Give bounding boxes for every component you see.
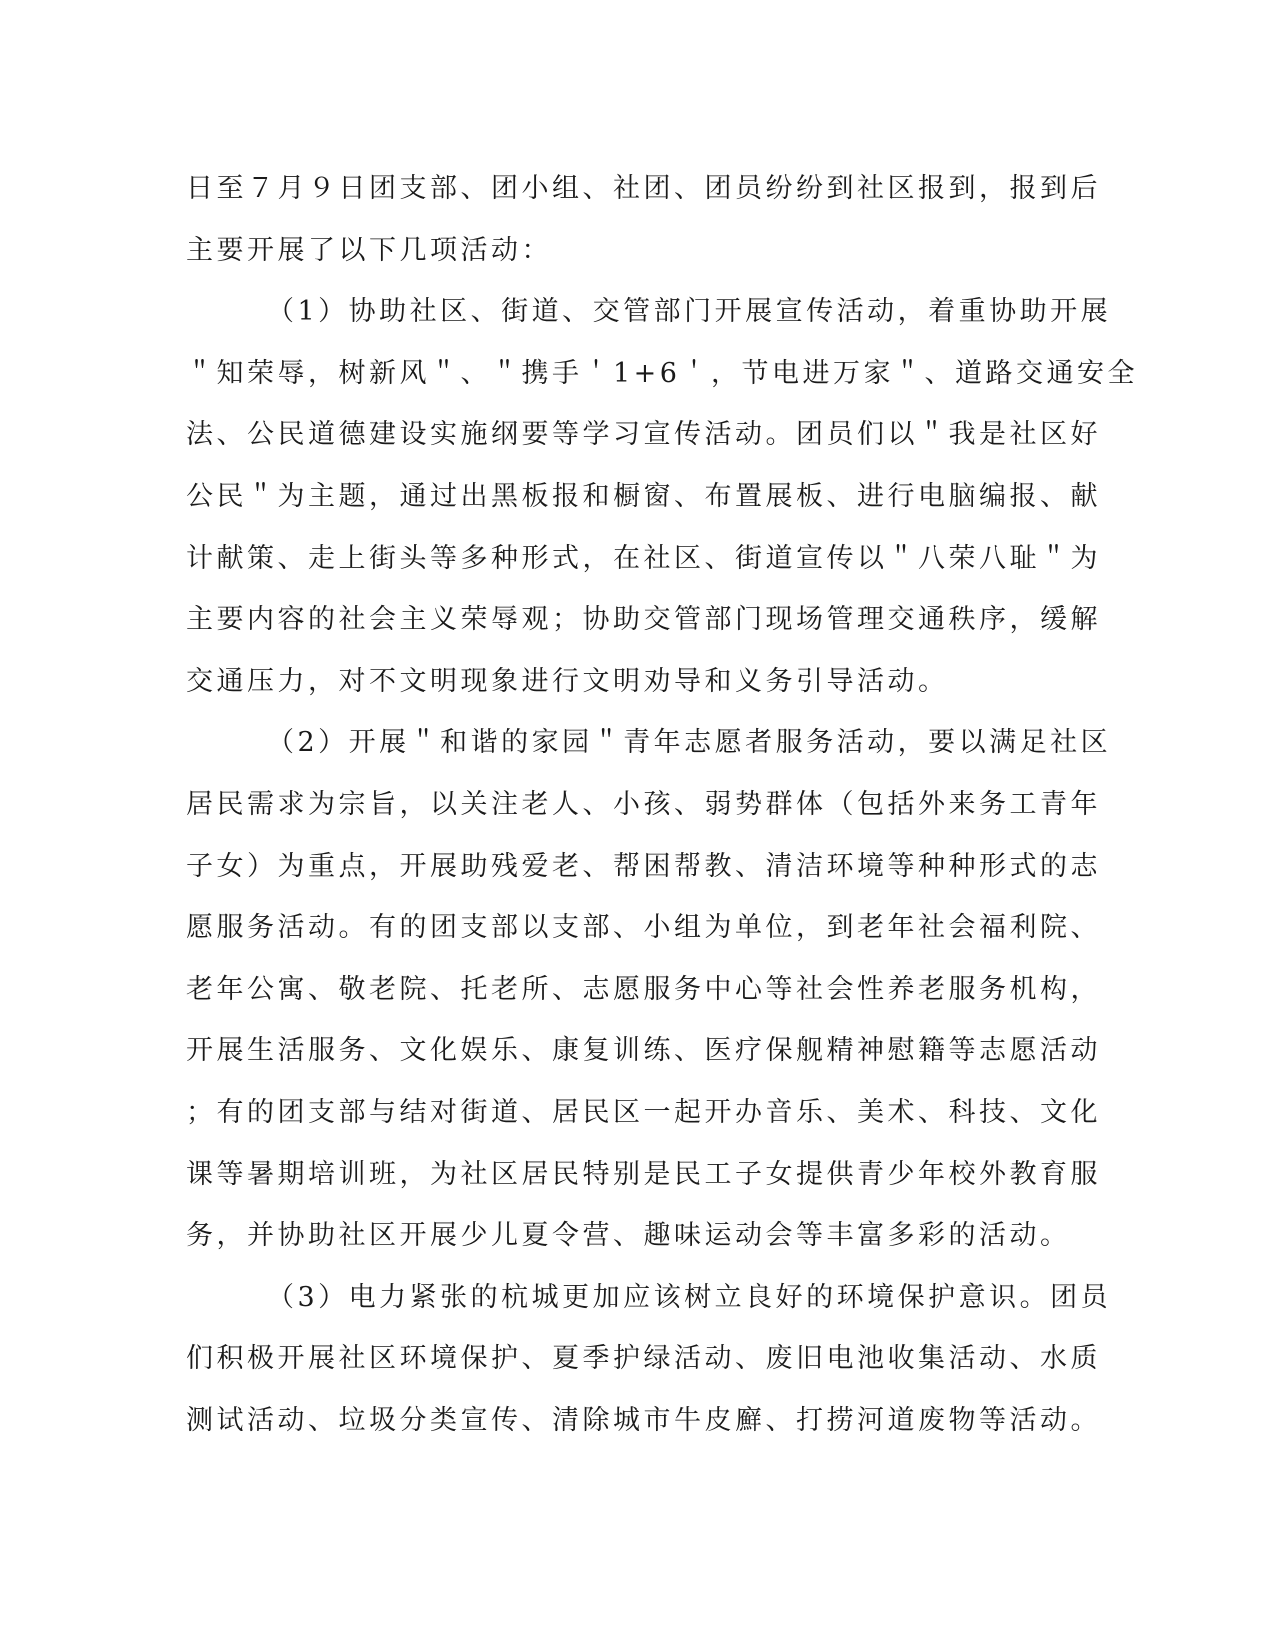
text-line: ；有的团支部与结对街道、居民区一起开办音乐、美术、科技、文化 [186,1096,1101,1128]
text-line: 居民需求为宗旨，以关注老人、小孩、弱势群体（包括外来务工青年 [186,788,1101,820]
text-line: 课等暑期培训班，为社区居民特别是民工子女提供青少年校外教育服 [186,1158,1101,1190]
text-line: 公民＂为主题，通过出黑板报和橱窗、布置展板、进行电脑编报、献 [186,480,1101,512]
text-line: 交通压力，对不文明现象进行文明劝导和义务引导活动。 [186,665,949,697]
text-line: 老年公寓、敬老院、托老所、志愿服务中心等社会性养老服务机构， [186,973,1101,1005]
paragraph-start-line: （3）电力紧张的杭城更加应该树立良好的环境保护意识。团员 [267,1281,1112,1313]
text-line: 愿服务活动。有的团支部以支部、小组为单位，到老年社会福利院、 [186,912,1101,944]
text-line: 计献策、走上街头等多种形式，在社区、街道宣传以＂八荣八耻＂为 [186,542,1101,574]
paragraph-start-line: （2）开展＂和谐的家园＂青年志愿者服务活动，要以满足社区 [267,727,1112,759]
text-line: 主要内容的社会主义荣辱观；协助交管部门现场管理交通秩序，缓解 [186,604,1101,636]
text-line: ＂知荣辱，树新风＂、＂携手＇1+6＇，节电进万家＂、道路交通安全 [186,357,1138,389]
text-line: 主要开展了以下几项活动： [186,234,552,266]
text-line: 开展生活服务、文化娱乐、康复训练、医疗保舰精神慰籍等志愿活动 [186,1035,1101,1067]
text-line: 子女）为重点，开展助残爱老、帮困帮教、清洁环境等种种形式的志 [186,850,1101,882]
text-line: 测试活动、垃圾分类宣传、清除城市牛皮廯、打捞河道废物等活动。 [186,1404,1101,1436]
paragraph-start-line: （1）协助社区、街道、交管部门开展宣传活动，着重协助开展 [267,296,1112,328]
text-line: 务，并协助社区开展少儿夏令营、趣味运动会等丰富多彩的活动。 [186,1220,1071,1252]
text-line: 们积极开展社区环境保护、夏季护绿活动、废旧电池收集活动、水质 [186,1343,1101,1375]
body-text [186,158,1138,1451]
text-line: 法、公民道德建设实施纲要等学习宣传活动。团员们以＂我是社区好 [186,419,1101,451]
text-line: 日至７月９日团支部、团小组、社团、团员纷纷到社区报到，报到后 [186,173,1101,204]
